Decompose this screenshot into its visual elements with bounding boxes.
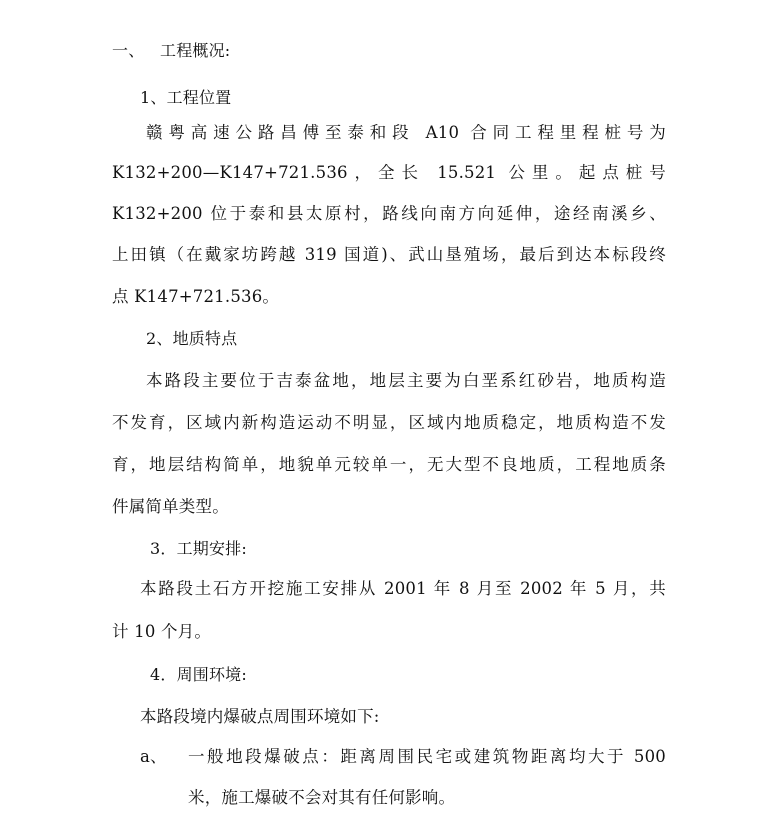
paragraph-line: K132+200—K147+721.536，全长 15.521 公里。起点桩号 [112, 163, 666, 182]
paragraph-line: 计 10 个月。 [112, 622, 212, 641]
section-number: 一、 [112, 41, 145, 60]
paragraph-line: 赣粤高速公路昌傅至泰和段 A10 合同工程里程桩号为 [146, 123, 666, 142]
paragraph-line: 上田镇（在戴家坊跨越 319 国道)、武山垦殖场，最后到达本标段终 [112, 245, 666, 264]
paragraph-line: 本路段土石方开挖施工安排从 2001 年 8 月至 2002 年 5 月，共 [140, 579, 666, 598]
subsection-title-geology: 2、地质特点 [146, 329, 238, 348]
list-marker: a、 [140, 747, 167, 766]
subsection-title-schedule: 3．工期安排: [150, 539, 247, 558]
list-item-text: 一般地段爆破点：距离周围民宅或建筑物距离均大于 500 [188, 747, 666, 766]
paragraph-line: 本路段主要位于吉泰盆地，地层主要为白垩系红砂岩，地质构造 [146, 371, 666, 390]
paragraph-line: 不发育，区域内新构造运动不明显，区域内地质稳定，地质构造不发 [112, 413, 666, 432]
paragraph-line: 育，地层结构简单，地貌单元较单一，无大型不良地质，工程地质条 [112, 455, 666, 474]
paragraph-line: K132+200 位于泰和县太原村，路线向南方向延伸，途经南溪乡、 [112, 204, 666, 223]
list-item-text: 米，施工爆破不会对其有任何影响。 [188, 788, 456, 807]
paragraph-line: 点 K147+721.536。 [112, 287, 280, 306]
paragraph-line: 本路段境内爆破点周围环境如下: [140, 707, 380, 726]
subsection-title-surroundings: 4．周围环境: [150, 665, 247, 684]
section-title: 工程概况: [160, 41, 231, 60]
subsection-title-location: 1、工程位置 [140, 88, 232, 107]
paragraph-line: 件属简单类型。 [112, 497, 229, 516]
